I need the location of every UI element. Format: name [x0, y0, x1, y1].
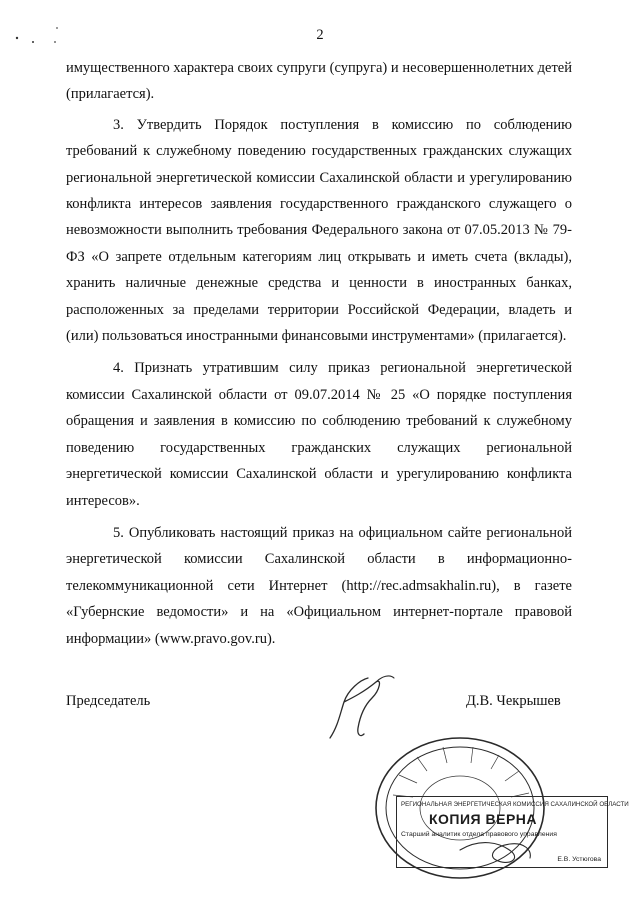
stamp-organization: РЕГИОНАЛЬНАЯ ЭНЕРГЕТИЧЕСКАЯ КОМИССИЯ САХАЛИНСКОЙ ОБЛАСТИ [401, 801, 629, 808]
signatory-name: Д.В. Чекрышев [466, 693, 561, 709]
page-number: 2 [316, 27, 324, 43]
document-body [66, 55, 572, 658]
signatory-title: Председатель [66, 693, 151, 709]
stamp-copy-verified: КОПИЯ ВЕРНА [429, 811, 538, 827]
paragraph-item-5: 5. Опубликовать настоящий приказ на официальном сайте региональной энергетической комиссии Сахалинской области в информационно-телекоммуникационной сети Интернет (http://rec.admsakhalin.ru), в газете «Губернские ведомости» и на «Официальном интернет-портале правовой информации» (www.pravo.gov.ru). [66, 524, 572, 647]
paragraph-item-4: 4. Признать утратившим силу приказ региональной энергетической комиссии Сахалинской области от 09.07.2014 № 25 «О порядке поступления обращения и заявления в комиссию по соблюдению требований к служебному поведению государственных гражданских служащих региональной энергетической комиссии Сахалинской области и урегулированию конфликта интересов». [66, 360, 572, 509]
stamp-initials-scribble [400, 780, 600, 880]
paragraph-item-3: 3. Утвердить Порядок поступления в комиссию по соблюдению требований к служебному поведению государственных гражданских служащих региональной энергетической комиссии Сахалинской области и урегулированию конфликта интересов заявления государственного гражданского служащего о невозможности выполнить требования Федерального закона от 07.05.2013 № 79-ФЗ «О запрете отдельным категориям лиц открывать и иметь счета (вклады), хранить наличные денежные средства и ценности в иностранных банках, расположенных за пределами территории Российской Федерации, владеть и (или) пользоваться иностранными финансовыми инструментами» (прилагается). [66, 116, 572, 345]
stamp-signatory: Е.В. Устюгова [557, 856, 601, 863]
stamp-position: Старший аналитик отдела правового управления [401, 831, 557, 838]
paragraph-continuation: имущественного характера своих супруги (супруга) и несовершеннолетних детей (прилагается). [66, 60, 572, 103]
